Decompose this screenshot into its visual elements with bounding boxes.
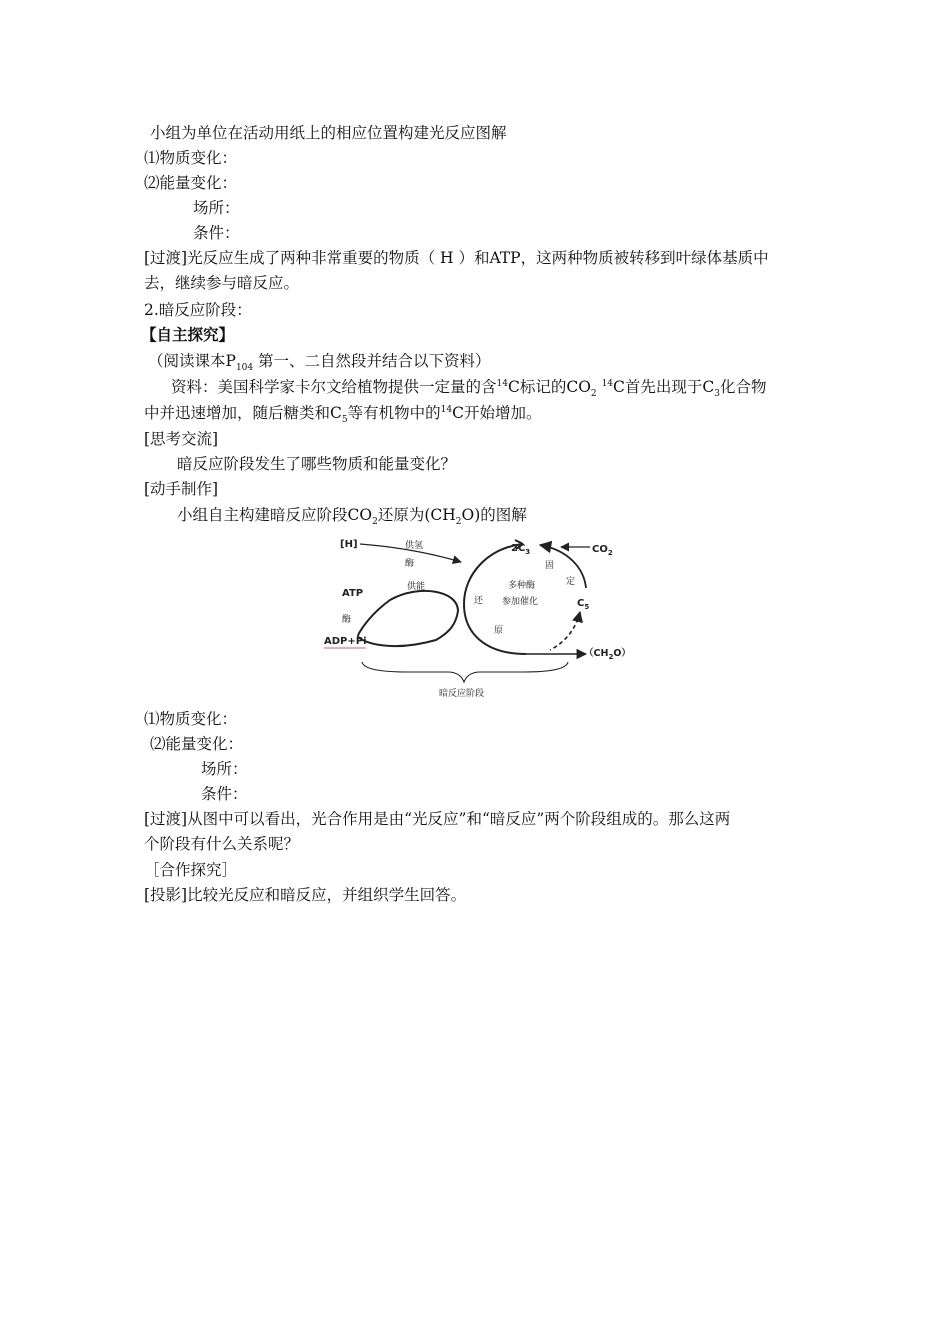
enzymes-label: 多种酶 [508, 581, 536, 591]
cooperative-heading: ［合作探究］ [144, 861, 238, 879]
make-heading: [动手制作] [144, 480, 219, 498]
ch2o-label: $(CH_2O)$ [584, 648, 631, 661]
enzyme-label-1: 酶 [405, 559, 415, 569]
atp-label: ATP [342, 588, 364, 599]
energy-change-label-2: ⑵能量变化： [150, 735, 244, 753]
material-change-label: ⑴物质变化： [144, 149, 238, 167]
catalysis-label: 参加催化 [502, 597, 539, 607]
fixation-label-2: 定 [566, 577, 576, 587]
material-change-label-2: ⑴物质变化： [144, 710, 238, 728]
condition-label-2: 条件： [201, 785, 248, 803]
condition-label: 条件： [193, 224, 240, 242]
projection-text: [投影]比较光反应和暗反应，并组织学生回答。 [144, 886, 467, 904]
regeneration-dashed-arc [550, 612, 580, 650]
material-line-1: 资料：美国科学家卡尔文给植物提供一定量的含$^{14}$C标记的$CO_2$ $^{14}$C首先出现于$C_3$化合物 [171, 378, 767, 400]
supply-energy-label: 供能 [407, 582, 426, 592]
intro-text: 小组为单位在活动用纸上的相应位置构建光反应图解 [150, 124, 507, 142]
dark-reaction-heading: 2.暗反应阶段： [144, 301, 252, 319]
transition-line-1: [过渡]光反应生成了两种非常重要的物质（ H ）和ATP，这两种物质被转移到叶绿体基质中 [144, 249, 769, 267]
supply-hydrogen-label: 供氢 [405, 541, 424, 551]
adp-pi-label: ADP+Pi [324, 636, 367, 647]
location-label: 场所： [193, 199, 240, 217]
stage-brace [362, 662, 568, 682]
transition-line-2: 去，继续参与暗反应。 [144, 274, 300, 292]
make-instruction: 小组自主构建暗反应阶段$CO_2$还原为$(CH_2O)$的图解 [177, 506, 527, 528]
co2-label: $CO_2$ [592, 544, 613, 557]
stage-label: 暗反应阶段 [439, 689, 485, 699]
reading-instruction: （阅读课本$P_{104}$ 第一、二自然段并结合以下资料） [148, 352, 491, 374]
think-heading: [思考交流] [144, 430, 219, 448]
reduction-label-2: 原 [494, 626, 504, 636]
reduction-label-1: 还 [474, 596, 484, 606]
atp-loop [358, 591, 458, 646]
material-line-2: 中并迅速增加，随后糖类和$C_5$等有机物中的$^{14}$C开始增加。 [144, 404, 542, 426]
enzyme-label-2: 酶 [342, 615, 352, 625]
dark-reaction-diagram [318, 532, 648, 704]
fixation-label-1: 固 [545, 561, 555, 571]
c5-label: $C_5$ [577, 598, 590, 611]
energy-change-label: ⑵能量变化： [144, 174, 238, 192]
c3-label: $2C_3$ [511, 543, 531, 556]
transition2-line-1: [过渡]从图中可以看出，光合作用是由“光反应”和“暗反应”两个阶段组成的。那么这两 [144, 810, 731, 828]
location-label-2: 场所： [201, 760, 248, 778]
hydrogen-label: [H] [340, 539, 358, 550]
think-question: 暗反应阶段发生了哪些物质和能量变化？ [177, 455, 457, 473]
self-explore-heading: 【自主探究】 [141, 325, 235, 344]
transition2-line-2: 个阶段有什么关系呢？ [144, 835, 300, 853]
